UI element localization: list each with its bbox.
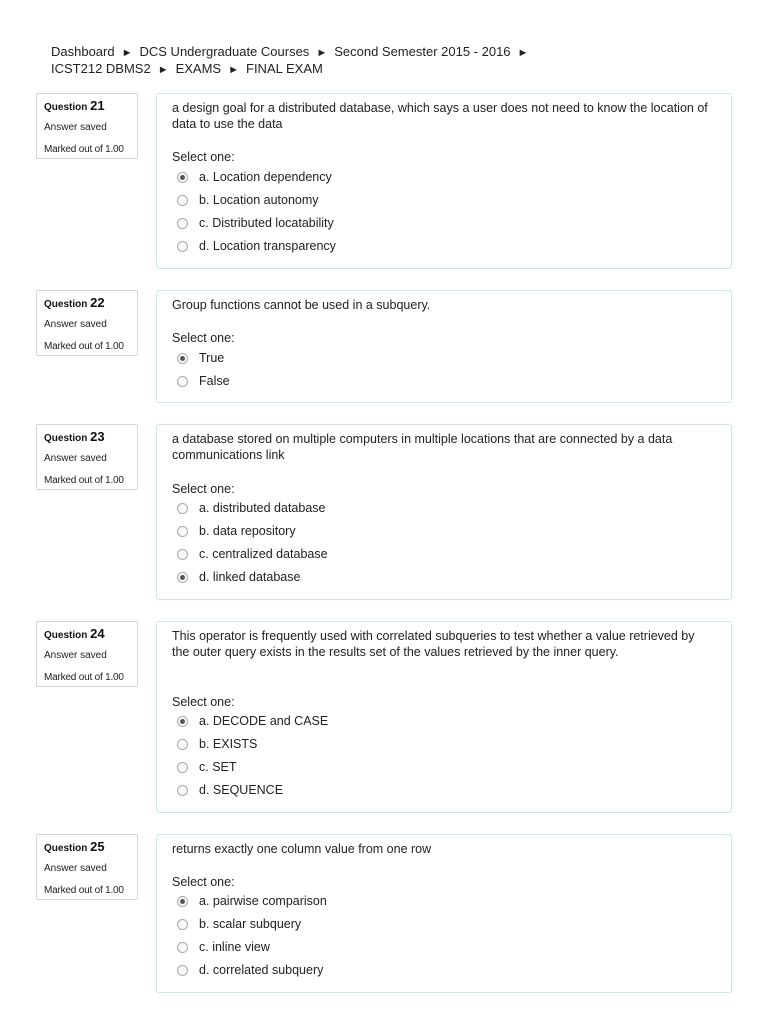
breadcrumb-arrow-icon: ► — [228, 64, 239, 76]
radio-checked-icon[interactable] — [177, 716, 188, 727]
radio-icon[interactable] — [177, 241, 188, 252]
answer-option-label: a. Location dependency — [199, 170, 332, 184]
answer-option-label: b. scalar subquery — [199, 917, 302, 931]
answer-option-label: c. Distributed locatability — [199, 216, 334, 230]
question-number — [44, 839, 105, 854]
answer-option[interactable] — [177, 168, 332, 186]
radio-icon[interactable] — [177, 785, 188, 796]
answer-option-label: c. SET — [199, 760, 237, 774]
answer-option-label: b. Location autonomy — [199, 193, 319, 207]
question-text: Group functions cannot be used in a subquery. — [172, 298, 431, 312]
answer-option-label: a. distributed database — [199, 501, 326, 515]
answer-option-label: d. SEQUENCE — [199, 783, 284, 797]
breadcrumb-semester-link[interactable]: Second Semester 2015 - 2016 — [334, 44, 511, 59]
breadcrumb-exams-link[interactable]: EXAMS — [175, 61, 222, 76]
answer-option-label: c. centralized database — [199, 547, 328, 561]
answer-option[interactable] — [177, 735, 257, 753]
select-one-prompt: Select one: — [172, 331, 235, 345]
breadcrumb-arrow-icon: ► — [121, 47, 133, 59]
answer-option-label: c. inline view — [199, 940, 270, 954]
question-number — [44, 429, 105, 444]
question-text: a design goal for a distributed database, which says a user does not need to know the location of data to use the data — [172, 101, 708, 131]
question-label: Question — [44, 102, 88, 113]
question-label: Question — [44, 299, 88, 310]
question-grade: Marked out of 1.00 — [44, 475, 124, 486]
answer-option[interactable] — [177, 545, 328, 563]
answer-option[interactable] — [177, 915, 301, 933]
radio-icon[interactable] — [177, 965, 188, 976]
question-number-value: 23 — [90, 429, 105, 444]
answer-option[interactable] — [177, 372, 230, 390]
question-state: Answer saved — [44, 650, 107, 661]
answer-option[interactable] — [177, 781, 283, 799]
question-grade: Marked out of 1.00 — [44, 341, 124, 352]
radio-checked-icon[interactable] — [177, 353, 188, 364]
answer-option-label: True — [199, 351, 225, 365]
breadcrumb-final-exam-link[interactable]: FINAL EXAM — [246, 61, 323, 76]
question-grade: Marked out of 1.00 — [44, 885, 124, 896]
question-grade: Marked out of 1.00 — [44, 144, 124, 155]
answer-option-label: b. data repository — [199, 524, 296, 538]
breadcrumb-dashboard-link[interactable]: Dashboard — [51, 44, 115, 59]
answer-option[interactable] — [177, 499, 325, 517]
breadcrumb — [51, 44, 691, 78]
answer-option[interactable] — [177, 758, 237, 776]
breadcrumb-arrow-icon: ► — [316, 47, 328, 59]
question-state: Answer saved — [44, 453, 107, 464]
answer-option[interactable] — [177, 961, 323, 979]
question-number-value: 21 — [90, 98, 105, 113]
question-content — [156, 93, 732, 269]
answer-option[interactable] — [177, 214, 334, 232]
answer-option[interactable] — [177, 237, 336, 255]
select-one-prompt: Select one: — [172, 695, 235, 709]
question-text: This operator is frequently used with correlated subqueries to test whether a value retrieved by the outer query exists in the results set of the values retrieved by the inner query. — [172, 629, 695, 659]
question-info-box — [36, 424, 138, 490]
breadcrumb-course-link[interactable]: ICST212 DBMS2 — [51, 61, 151, 76]
answer-option[interactable] — [177, 191, 319, 209]
radio-icon[interactable] — [177, 762, 188, 773]
breadcrumb-arrow-icon: ► — [517, 47, 529, 59]
question-number-value: 25 — [90, 839, 105, 854]
select-one-prompt: Select one: — [172, 875, 235, 889]
answer-option-label: d. linked database — [199, 570, 301, 584]
answer-option-label: d. Location transparency — [199, 239, 336, 253]
question-label: Question — [44, 630, 88, 641]
answer-option-label: a. DECODE and CASE — [199, 714, 329, 728]
question-info-box — [36, 834, 138, 900]
question-content — [156, 621, 732, 813]
answer-option[interactable] — [177, 938, 270, 956]
radio-icon[interactable] — [177, 549, 188, 560]
question-info-box — [36, 290, 138, 356]
answer-option-label: False — [199, 374, 230, 388]
answer-option[interactable] — [177, 568, 300, 586]
radio-icon[interactable] — [177, 195, 188, 206]
answer-option-label: d. correlated subquery — [199, 963, 324, 977]
question-label: Question — [44, 433, 88, 444]
question-grade: Marked out of 1.00 — [44, 672, 124, 683]
breadcrumb-arrow-icon: ► — [157, 64, 169, 76]
question-number-value: 24 — [90, 626, 105, 641]
question-number — [44, 295, 105, 310]
radio-icon[interactable] — [177, 739, 188, 750]
answer-option[interactable] — [177, 892, 327, 910]
radio-icon[interactable] — [177, 376, 188, 387]
question-content — [156, 290, 732, 403]
question-state: Answer saved — [44, 863, 107, 874]
answer-option[interactable] — [177, 349, 224, 367]
answer-option[interactable] — [177, 712, 328, 730]
question-number — [44, 98, 105, 113]
question-number — [44, 626, 105, 641]
breadcrumb-courses-link[interactable]: DCS Undergraduate Courses — [139, 44, 310, 59]
question-info-box — [36, 621, 138, 687]
radio-icon[interactable] — [177, 919, 188, 930]
question-state: Answer saved — [44, 319, 107, 330]
select-one-prompt: Select one: — [172, 150, 235, 164]
question-content — [156, 424, 732, 600]
answer-option-label: b. EXISTS — [199, 737, 258, 751]
radio-icon[interactable] — [177, 503, 188, 514]
question-label: Question — [44, 843, 88, 854]
radio-icon[interactable] — [177, 526, 188, 537]
radio-checked-icon[interactable] — [177, 172, 188, 183]
radio-checked-icon[interactable] — [177, 572, 188, 583]
answer-option-label: a. pairwise comparison — [199, 894, 327, 908]
question-number-value: 22 — [90, 295, 105, 310]
question-text: a database stored on multiple computers in multiple locations that are connected by a data communications link — [172, 432, 673, 462]
question-state: Answer saved — [44, 122, 107, 133]
select-one-prompt: Select one: — [172, 482, 235, 496]
answer-option[interactable] — [177, 522, 296, 540]
radio-icon[interactable] — [177, 942, 188, 953]
question-content — [156, 834, 732, 993]
radio-checked-icon[interactable] — [177, 896, 188, 907]
radio-icon[interactable] — [177, 218, 188, 229]
question-info-box — [36, 93, 138, 159]
question-text: returns exactly one column value from one row — [172, 842, 432, 856]
